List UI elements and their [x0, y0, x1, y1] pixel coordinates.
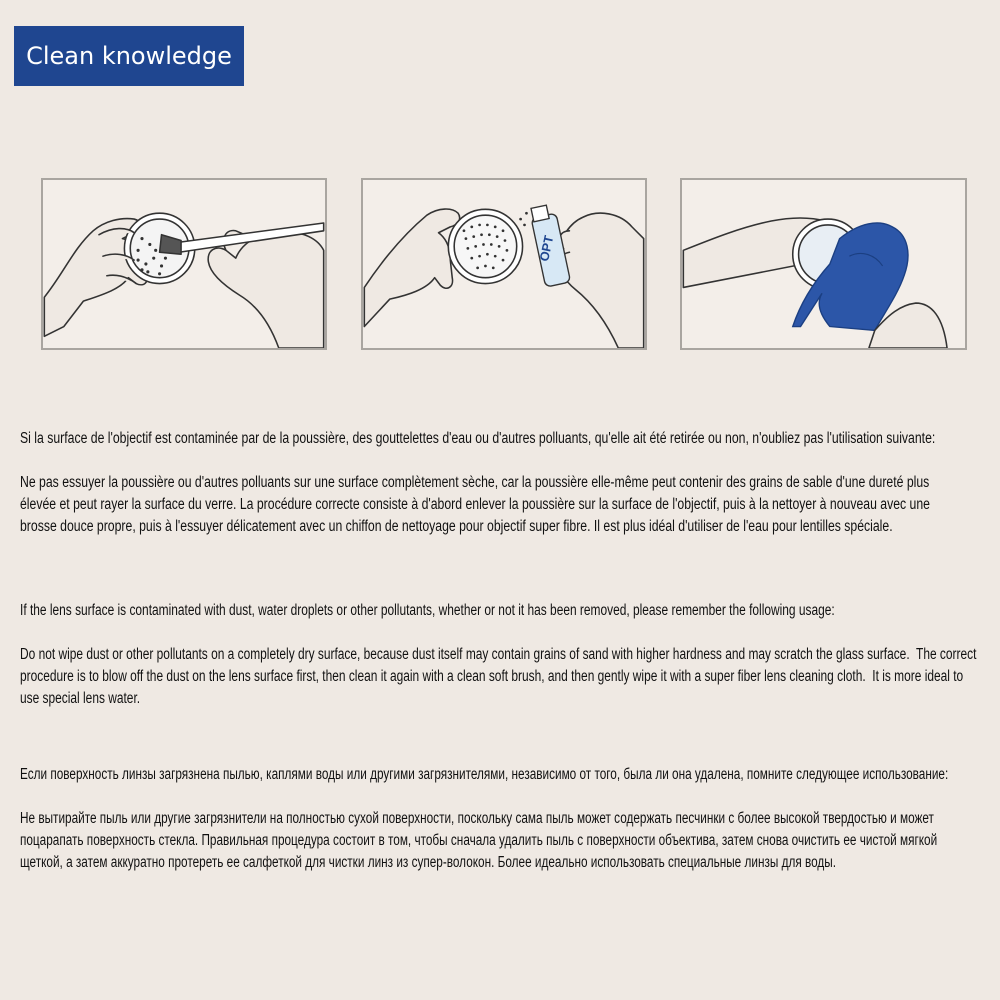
english-body-line-2: procedure is to blow off the dust on the lens surface first, then clean it again with a clean soft brush, and then gently wipe it with a super fiber lens cleaning cloth. It is more ideal to [20, 668, 964, 685]
english-instructions [20, 600, 989, 710]
english-body-line-3: use special lens water. [20, 690, 141, 707]
english-intro: If the lens surface is contaminated with dust, water droplets or other pollutants, whether or not it has been removed, please remember the following usage: [20, 602, 835, 619]
spray-bottle-label: OPT [537, 234, 557, 263]
russian-body-line-3: щеткой, а затем аккуратно протереть ее салфеткой для чистки линз из супер-волокон. Более идеально использовать специальные линзы для воды. [20, 854, 837, 871]
russian-body-line-1: Не вытирайте пыль или другие загрязнители на полностью сухой поверхности, поскольку сама пыль может содержать песчинки с более высокой твердостью и может [20, 810, 934, 827]
page-title: Clean knowledge [14, 26, 244, 86]
french-instructions [20, 428, 988, 538]
russian-body-line-2: поцарапать поверхность стекла. Правильная процедура состоит в том, чтобы сначала удалить пыль с поверхности объектива, затем снова очистить ее чистой мягкой [20, 832, 938, 849]
russian-intro: Если поверхность линзы загрязнена пылью, каплями воды или другими загрязнителями, независимо от того, была ли она удалена, помните следующее использование: [20, 766, 949, 783]
brush-step-icon [43, 180, 325, 348]
brush-step-illustration [41, 178, 327, 350]
russian-instructions [20, 764, 987, 874]
spray-step-icon [363, 180, 645, 348]
wipe-step-illustration [680, 178, 967, 350]
french-body-line-2: élevée et peut rayer la surface du verre. La procédure correcte consiste à d'abord enlever la poussière sur la surface de l'objectif, puis à la nettoyer à nouveau avec une [20, 496, 930, 513]
english-body-line-1: Do not wipe dust or other pollutants on a completely dry surface, because dust itself may contain grains of sand with higher hardness and may scratch the glass surface. The correct [20, 646, 977, 663]
french-body-line-3: brosse douce propre, puis à l'essuyer délicatement avec un chiffon de nettoyage pour objectif super fibre. Il est plus idéal d'utiliser de l'eau pour lentilles spéciale. [20, 518, 893, 535]
french-body-line-1: Ne pas essuyer la poussière ou d'autres polluants sur une surface complètement sèche, car la poussière elle-même peut contenir des grains de sable d'une dureté plus [20, 474, 930, 491]
spray-step-illustration [361, 178, 647, 350]
wipe-step-icon [682, 180, 965, 348]
french-intro: Si la surface de l'objectif est contaminée par de la poussière, des gouttelettes d'eau ou d'autres polluants, qu'elle ait été retirée ou non, n'oubliez pas l'utilisation suivante: [20, 430, 936, 447]
